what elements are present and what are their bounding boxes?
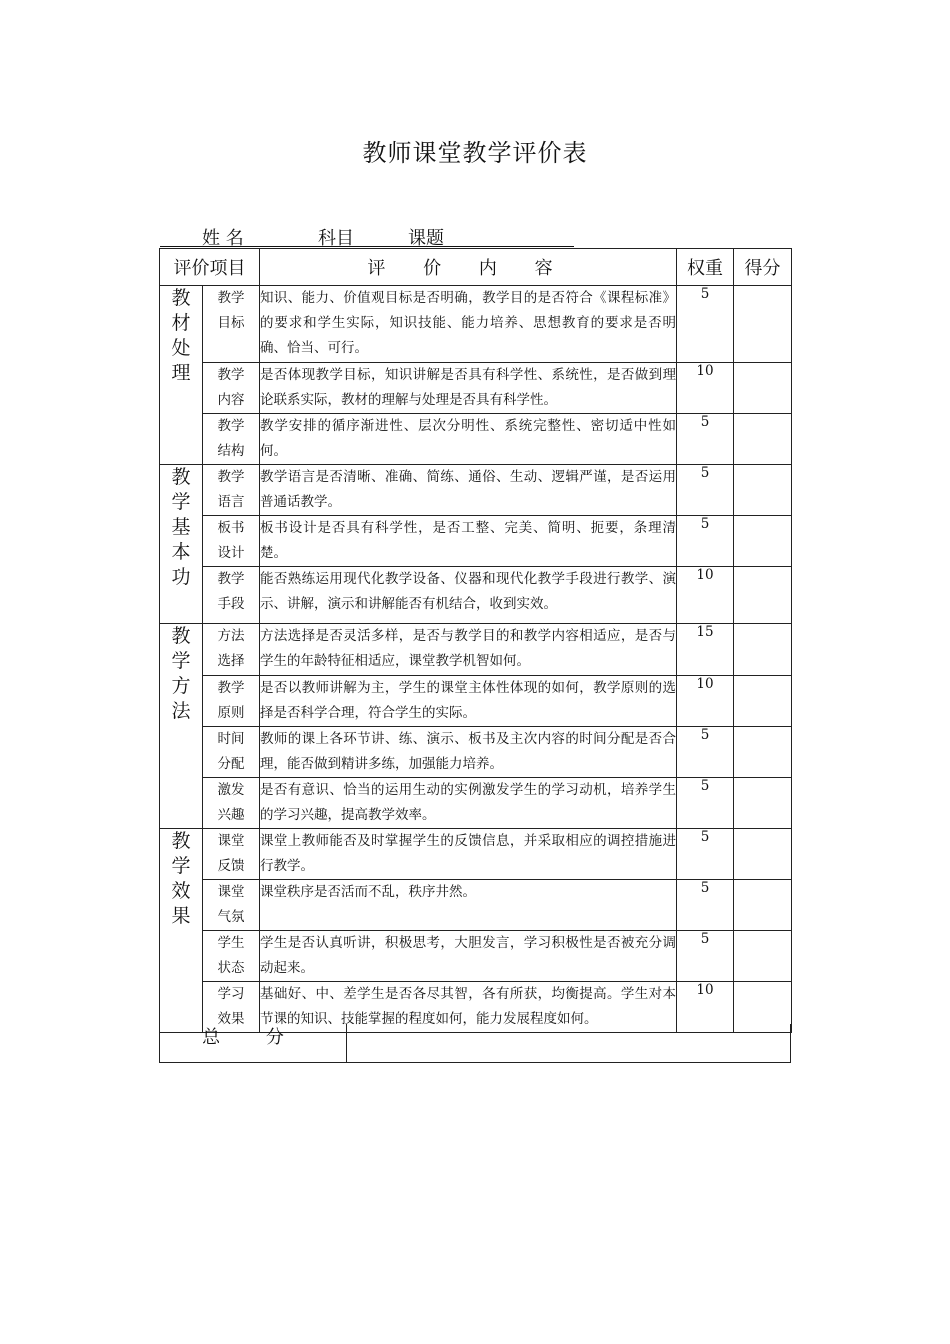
header-weight: 权重	[677, 249, 734, 286]
score-cell[interactable]	[734, 778, 792, 829]
sub-item-label: 教学结构	[217, 418, 245, 459]
category-cell	[160, 465, 203, 624]
criteria-text: 是否体现教学目标，知识讲解是否具有科学性、系统性，是否做到理论联系实际，教材的理解与处理是否具有科学性。	[260, 363, 677, 414]
sub-item-label: 激发兴趣	[217, 782, 245, 823]
score-cell[interactable]	[734, 931, 792, 982]
total-row	[159, 1024, 791, 1063]
sub-item-label: 教学内容	[217, 367, 245, 408]
table-row	[160, 829, 792, 880]
table-row	[160, 363, 792, 414]
weight-value: 5	[677, 880, 734, 931]
category-cell	[160, 286, 203, 465]
category-cell	[160, 829, 203, 1033]
criteria-text: 是否有意识、恰当的运用生动的实例激发学生的学习动机，培养学生的学习兴趣，提高教学效率。	[260, 778, 677, 829]
weight-value: 10	[677, 567, 734, 624]
sub-item-cell	[203, 465, 260, 516]
score-cell[interactable]	[734, 286, 792, 363]
sub-item-cell	[203, 286, 260, 363]
sub-item-cell	[203, 778, 260, 829]
score-cell[interactable]	[734, 465, 792, 516]
sub-item-label: 教学手段	[217, 571, 245, 612]
table-row	[160, 880, 792, 931]
sub-item-label: 教学语言	[217, 469, 245, 510]
weight-value: 5	[677, 414, 734, 465]
sub-item-label: 板书设计	[217, 520, 245, 561]
table-row	[160, 727, 792, 778]
category-cell	[160, 624, 203, 829]
sub-item-cell	[203, 931, 260, 982]
criteria-text: 学生是否认真听讲，积极思考，大胆发言，学习积极性是否被充分调动起来。	[260, 931, 677, 982]
table-row	[160, 931, 792, 982]
table-row	[160, 624, 792, 676]
sub-item-label: 教学目标	[217, 290, 245, 331]
weight-value: 5	[677, 931, 734, 982]
info-line	[160, 224, 574, 247]
sub-item-label: 方法选择	[217, 628, 245, 669]
weight-value: 5	[677, 727, 734, 778]
criteria-text: 教学安排的循序渐进性、层次分明性、系统完整性、密切适中性如何。	[260, 414, 677, 465]
score-cell[interactable]	[734, 414, 792, 465]
weight-value: 10	[677, 676, 734, 727]
sub-item-cell	[203, 516, 260, 567]
criteria-text: 教师的课上各环节讲、练、演示、板书及主次内容的时间分配是否合理，能否做到精讲多练，加强能力培养。	[260, 727, 677, 778]
category-label: 教材处理	[171, 287, 191, 384]
score-cell[interactable]	[734, 727, 792, 778]
sub-item-cell	[203, 414, 260, 465]
table-header-row	[160, 249, 792, 286]
weight-value: 10	[677, 982, 734, 1033]
table-row	[160, 414, 792, 465]
name-label: 姓 名	[202, 228, 244, 249]
sub-item-cell	[203, 363, 260, 414]
header-content: 评 价 内 容	[260, 249, 677, 286]
criteria-text: 基础好、中、差学生是否各尽其智，各有所获，均衡提高。学生对本节课的知识、技能掌握的程度如何，能力发展程度如何。	[260, 982, 677, 1033]
criteria-text: 知识、能力、价值观目标是否明确，教学目的是否符合《课程标准》的要求和学生实际，知识技能、能力培养、思想教育的要求是否明确、恰当、可行。	[260, 286, 677, 363]
criteria-text: 能否熟练运用现代化教学设备、仪器和现代化教学手段进行教学、演示、讲解，演示和讲解能否有机结合，收到实效。	[260, 567, 677, 624]
score-cell[interactable]	[734, 567, 792, 624]
header-item: 评价项目	[160, 249, 260, 286]
score-cell[interactable]	[734, 624, 792, 676]
evaluation-table	[159, 248, 792, 1033]
sub-item-label: 教学原则	[217, 680, 245, 721]
weight-value: 5	[677, 465, 734, 516]
sub-item-label: 课堂反馈	[217, 833, 245, 874]
total-label: 总 分	[160, 1024, 347, 1062]
criteria-text: 板书设计是否具有科学性，是否工整、完美、简明、扼要，条理清楚。	[260, 516, 677, 567]
category-label: 教学方法	[171, 625, 191, 722]
sub-item-label: 学生状态	[217, 935, 245, 976]
table-row	[160, 676, 792, 727]
table-row	[160, 567, 792, 624]
weight-value: 5	[677, 778, 734, 829]
topic-label: 课题	[408, 228, 444, 249]
score-cell[interactable]	[734, 676, 792, 727]
table-row	[160, 516, 792, 567]
sub-item-cell	[203, 727, 260, 778]
sub-item-cell	[203, 880, 260, 931]
table-row	[160, 778, 792, 829]
weight-value: 5	[677, 286, 734, 363]
criteria-text: 方法选择是否灵活多样，是否与教学目的和教学内容相适应，是否与学生的年龄特征相适应，课堂教学机智如何。	[260, 624, 677, 676]
weight-value: 15	[677, 624, 734, 676]
header-score: 得分	[734, 249, 792, 286]
category-label: 教学效果	[171, 830, 191, 927]
criteria-text: 课堂秩序是否活而不乱，秩序井然。	[260, 880, 677, 931]
score-cell[interactable]	[734, 829, 792, 880]
weight-value: 5	[677, 829, 734, 880]
criteria-text: 课堂上教师能否及时掌握学生的反馈信息，并采取相应的调控措施进行教学。	[260, 829, 677, 880]
criteria-text: 教学语言是否清晰、准确、简练、通俗、生动、逻辑严谨，是否运用普通话教学。	[260, 465, 677, 516]
table-row	[160, 465, 792, 516]
weight-value: 5	[677, 516, 734, 567]
sub-item-label: 时间分配	[217, 731, 245, 772]
subject-label: 科目	[318, 228, 354, 249]
score-cell[interactable]	[734, 516, 792, 567]
sub-item-label: 学习效果	[217, 986, 245, 1027]
sub-item-cell	[203, 829, 260, 880]
criteria-text: 是否以教师讲解为主，学生的课堂主体性体现的如何，教学原则的选择是否科学合理，符合学生的实际。	[260, 676, 677, 727]
score-cell[interactable]	[734, 880, 792, 931]
page-title: 教师课堂教学评价表	[362, 139, 588, 167]
table-row	[160, 286, 792, 363]
sub-item-cell	[203, 676, 260, 727]
sub-item-cell	[203, 624, 260, 676]
category-label: 教学基本功	[171, 466, 191, 588]
weight-value: 10	[677, 363, 734, 414]
score-cell[interactable]	[734, 363, 792, 414]
sub-item-cell	[203, 567, 260, 624]
sub-item-label: 课堂气氛	[217, 884, 245, 925]
